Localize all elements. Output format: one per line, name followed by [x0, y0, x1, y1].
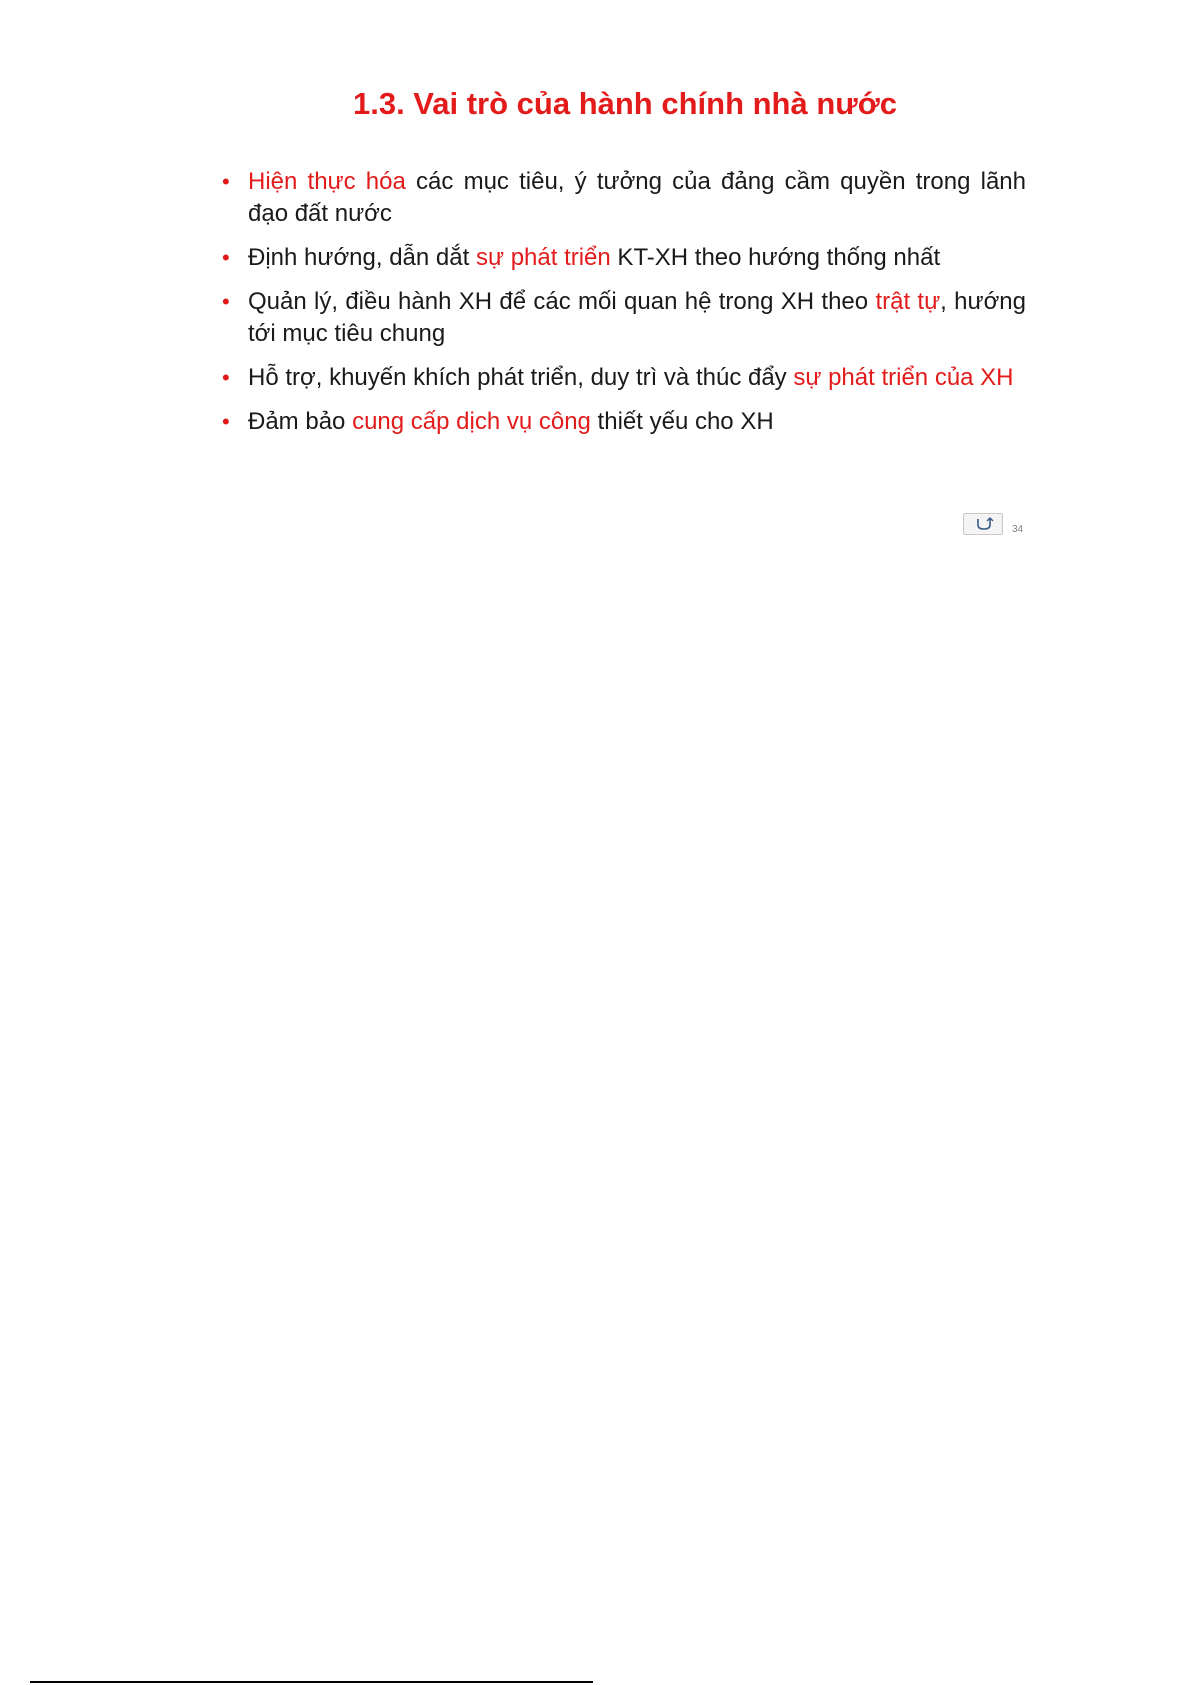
- footer-rule: [30, 1681, 593, 1683]
- bullet-dot-icon: •: [222, 289, 230, 314]
- bullet-text: KT-XH theo hướng thống nhất: [610, 244, 941, 271]
- bullet-dot-icon: •: [222, 245, 230, 270]
- return-arrow-icon: [974, 517, 994, 531]
- bullet-dot-icon: •: [222, 169, 230, 194]
- bullet-text: thiết yếu cho XH: [590, 408, 774, 435]
- highlight-text: sự phát triển: [475, 244, 611, 271]
- bullet-text: Định hướng, dẫn dắt: [248, 244, 476, 271]
- return-button[interactable]: [963, 513, 1003, 535]
- bullet-item: [218, 362, 1026, 394]
- highlight-text: cung cấp dịch vụ công: [352, 408, 591, 435]
- bullet-text: Hỗ trợ, khuyến khích phát triển, duy trì và thúc đẩy: [248, 364, 794, 391]
- bullet-text: , hướng tới mục tiêu chung: [248, 288, 1027, 347]
- bullet-item: [218, 166, 1026, 230]
- highlight-text: Hiện thực hóa: [248, 168, 406, 195]
- bullet-item: [218, 406, 1026, 438]
- bullet-dot-icon: •: [222, 365, 230, 390]
- slide-title: 1.3. Vai trò của hành chính nhà nước: [352, 86, 898, 121]
- slide: [0, 0, 1191, 560]
- bullet-dot-icon: •: [222, 409, 230, 434]
- highlight-text: sự phát triển của XH: [793, 364, 1014, 391]
- bullet-text: các mục tiêu, ý tưởng của đảng cầm quyền trong lãnh đạo đất nước: [248, 168, 1026, 227]
- page-number: 34: [1012, 524, 1024, 535]
- highlight-text: trật tự: [875, 288, 941, 315]
- bullet-text: Đảm bảo: [248, 408, 353, 435]
- bullet-item: [218, 242, 1026, 274]
- bullet-text: Quản lý, điều hành XH để các mối quan hệ trong XH theo: [248, 288, 876, 315]
- bullet-list: [218, 166, 1026, 450]
- bullet-item: [218, 286, 1026, 350]
